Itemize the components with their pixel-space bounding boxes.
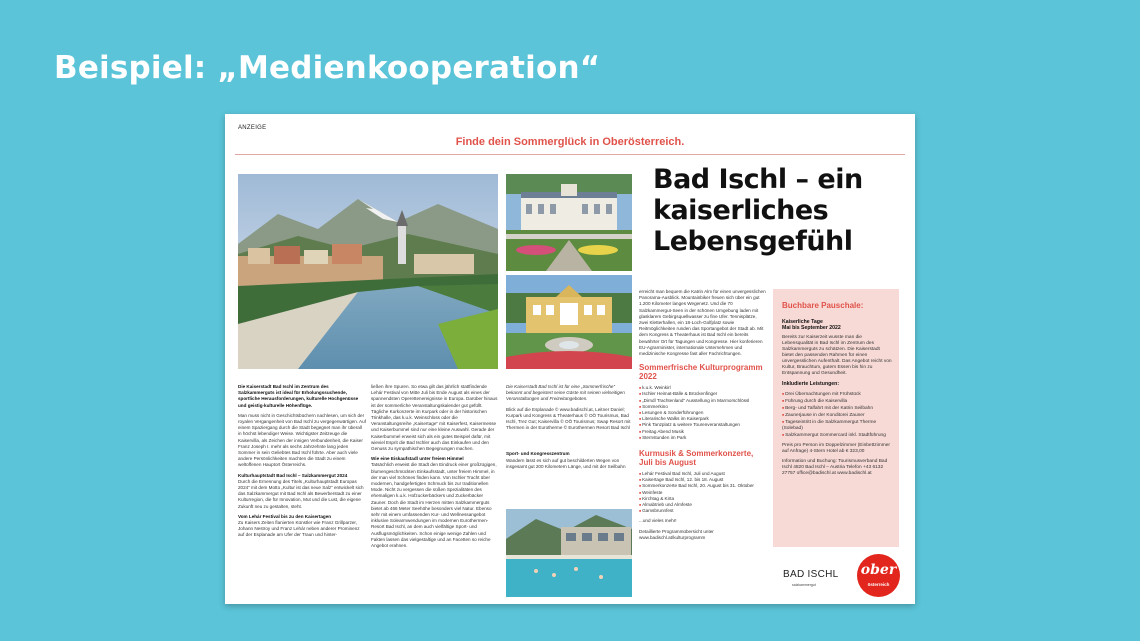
list-item: ■ Sternstunden im Park: [639, 435, 767, 441]
list-item: ■ Lehár Festival Bad Ischl, Juli und August: [639, 471, 767, 477]
list-item: ■ Gamsbrunnfest: [639, 508, 767, 514]
body-text-sport: Wandern lässt es sich auf gut beschilderten Wegen von insgesamt gut 200 Kilometern Länge, und mit der Seilbahn: [506, 457, 626, 469]
included-heading: Inkludierte Leistungen:: [782, 381, 840, 387]
ober-logo-sub: österreich: [867, 582, 890, 587]
list-item: ■ k.u.k. Weinkirl: [639, 385, 767, 391]
culture-heading: Sommerfrische Kulturprogramm 2022: [639, 363, 763, 382]
list-item: ■ Zaunerjause in der Konditorei Zauner: [782, 412, 892, 419]
list-item: ■ Lesungen & Sonderführungen: [639, 410, 767, 416]
body-text-2: Durch die Ernennung des Titels „Kulturhauptstadt Europas 2024“ mit dem Motto „Kultur ist das neue Salz“ entwickelt sich das Salzkammergut mit Bad Ischl als Bewerberstadt zu einer Kulturregion, die für Innovation, Mut und die Lust, die eigene Zukunft neu zu gestalten, steht.: [238, 478, 364, 509]
bad-ischl-logo: BAD ISCHL: [783, 569, 839, 580]
list-item: ■ Tageseintritt in die Salzkammergut Therme (Solebad): [782, 419, 892, 432]
package-contact: Information und Buchung: Tourismusverband Bad Ischl 4820 Bad Ischl – Austria Telefon +43 6132 27757 office@badischl.at www.badischl.at: [782, 459, 888, 476]
photo-kaiservilla: [506, 275, 632, 369]
body-text-3: Zu Kaisers Zeiten flanierten Künstler wie Franz Grillparzer, Johann Nestroy und Franz Lehár neben anderer Prominenz auf der Esplanade am Ufer der Traun und hinter-: [238, 520, 360, 538]
subhead-lehar: Vom Lehár Festival bis zu den Kaisertagen: [238, 513, 332, 519]
text-column-2: [371, 384, 499, 599]
culture-list: [639, 385, 767, 441]
ober-logo-text: ober: [860, 562, 897, 578]
package-box: [773, 289, 899, 547]
intro-text: Die Kaiserstadt Bad Ischl im Zentrum des Salzkammerguts ist ideal für Erholungssuchende, sportliche Herausforderungen, kulturelle Hochgenüsse und geistig-kulturelle Höhenflüge.: [238, 384, 359, 408]
list-item: ■ Salzkammergut Sommercard inkl. Stadtführung: [782, 432, 892, 439]
list-item: ■ Literarische Walks im Kaiserpark: [639, 416, 767, 422]
list-item: ■ Drei Übernachtungen mit Frühstück: [782, 391, 892, 398]
package-heading: Buchbare Pauschale:: [782, 301, 864, 310]
photo-river-town: [238, 174, 498, 369]
more-link: Detaillierte Programmübersicht unter www.badischl.at/kulturprogramm: [639, 528, 714, 540]
list-item: ■ Berg- und Talfahrt mit der Katrin Seilbahn: [782, 405, 892, 412]
list-item: ■ Führung durch die Kaiservilla: [782, 398, 892, 405]
list-item: ■ Freitag Abend Musik: [639, 429, 767, 435]
body-text-6: erreicht man bequem die Katrin Alm für einen unvergesslichen Panorama-Ausblick. Mountainbiker freuen sich über ein gut 1.200 Kilometer langes Wegenetz. Und die 70 Salzkammergut-Seen in der schönen Umgebung laden mit glasklarem Gebirgsquellwasser zu fine Ufer. Tennisplätze, zwei Kletterhallen, ein 18-Loch-Golfplatz sowie Reitmöglichkeiten runden das Sportangebot der Stadt ab. Mit dem Kongress & Theaterhaus ist Bad Ischl ein bereits bewährter Ort für Tagungen und Kongresse. Hier konferieren EU-Agrarminister, internationale Unternehmen und medizinische Kongresse fast aller Fachrichtungen.: [639, 289, 766, 357]
text-column-4: [639, 289, 767, 599]
package-price: Preis pro Person im Doppelzimmer (Einbettzimmer auf Anfrage) 4-Stern Hotel ab € 323,00: [782, 443, 890, 454]
slide-title: Beispiel: „Medienkooperation“: [54, 50, 601, 86]
package-title: Kaiserliche Tage Mai bis September 2022: [782, 319, 841, 331]
list-item: ■ Sommerkonzerte Bad Ischl, 20. August bis 31. Oktober: [639, 483, 767, 489]
list-item: ■ Kirchtag & Kirta: [639, 496, 767, 502]
subhead-einkauf: Wie eine Eiskaufstadl unter freiem Himmel: [371, 456, 464, 462]
newspaper-page: [225, 114, 915, 604]
body-text-4: ließen ihre Spuren. So etwa gilt das jährlich stattfindende Lehár Festival von Mitte Juli bis Ende August als eines der spannendsten Operettenereignisse in Europa. Darüber hinaus ist der sommerliche Veranstaltungskalender gut gefüllt. Tägliche Kurkonzerte im Kurpark oder in der historischen Trinkhalle, das k.u.k. Weinschloss oder die Veranstaltungsreihe „Kaisertage“ mit Kaiserfest, Kaisermesse und Kaiserbummel sind nur eine kleine Auswahl. Gerade der Kaiserbummel erweist sich als ein gutes Beispiel dafür, mit wieviel Esprit die Bad Ischler auch das Einkaufen und den Genuss zu sympathischen Begegnungen machen.: [371, 384, 498, 452]
list-item: ■ Pink Tanzplatz & weitere Tourenveranstaltungen: [639, 422, 767, 428]
body-text-1: Man muss nicht in Geschichtsbüchern nachlesen, um sich der royalen Vergangenheit von Bad Ischl zu vergegenwärtigen. Auf einem Spaziergang durch die Stadt begegnet man ihr überall in höchst lebendiger Weise. Wichtigster Zeitzeuge die Kaiservilla, als Zeichen der innigen Verbundenheit, die Kaiser Franz Joseph I. mehr als sechs Jahrzehnte lang jeden Sommer in sein Geliebtes Bad Ischl führte. Aber auch viele andere Persönlichkeiten machten die Stadt zu einem weltoffenen Hauptort Österreichs.: [238, 412, 366, 468]
photo-credits: Blick auf die Esplanade © www.badischl.at, Leitner Daniel; Kurpark und Kongress & Theaterhaus © OÖ Tourismus, Bad Ischl, Trez Gut; Kaiservilla © OÖ Tourismus; Swap Resort mit Thermen in der Eurotherme © Eurothermen Resort Bad Ischl: [506, 406, 631, 431]
included-list: [782, 391, 892, 439]
package-description: Bereits zur Kaiserzeit wusste man die Lebensqualität in Bad Ischl im Zentrum des Salzkammerguts zu schätzen. Die Kaiserstadt bietet den passenden Rahmen für einen unvergesslichen Aufenthalt. Das Angebot reicht von Kultur, Brauchtum, gutem Essen bis hin zu Entspannung und Gesundheit.: [782, 335, 892, 376]
advert-label: ANZEIGE: [238, 125, 267, 131]
headline: Bad Ischl – ein kaiserliches Lebensgefühl: [653, 164, 863, 257]
photo-therme: [506, 509, 632, 597]
list-item: ■ Sommerkino: [639, 404, 767, 410]
list-item: ■ „Dirndl Trachtenland“ Ausstellung im Marmorschlössl: [639, 398, 767, 404]
oberoesterreich-logo: [857, 554, 900, 597]
subhead-sport: Sport- und Kongresszentrum: [506, 451, 570, 457]
bad-ischl-logo-sub: salzkammergut: [792, 583, 816, 587]
text-column-1: [238, 384, 366, 599]
list-item: ■ Weinfeste: [639, 490, 767, 496]
subhead-kulturhauptstadt: Kulturhauptstadt Bad Ischl – Salzkammergut 2024: [238, 472, 348, 478]
banner-title: Finde dein Sommerglück in Oberösterreich.: [455, 136, 685, 148]
list-item: ■ Ischler Heimat-Bälle & Brückenfinger: [639, 391, 767, 397]
kur-heading: Kurmusik & Sommerkonzerte, Juli bis August: [639, 449, 754, 468]
body-text-5: Tatsächlich erweist die Stadt den Eindruck einer großzügigen, blumengeschmückten Einkaufsstadt, unter freiem Himmel, in der man viel Schönes finden kann. Von Ischler Tracht über modernen, handgefertigten Schmuck bis zur traditionellen Mode. Nicht zu vergessen die süßen Spezialitäten des ehemaligen k.u.k. Hofzuckerbäckers und Zuckerbäcker Zauner. Doch die Stadt im Herzen mitten Salzkammerguts bietet ab 466 Meter Seehöhe besonders viel Natur. Ebenso sehr mit einem umfassenden Kur- und Wellnessangebot inklusive Solearmwendungen im modernen Eurothermen-Resort Bad Ischl, an dem auch vielfältige Sport- und Ausflugsmöglichkeiten. Schon einige wenige Zahlen und Fakten lassen das vielgestaltige und an Facetten so reiche Angebot erahnen.: [371, 462, 497, 549]
list-item: ■ Almabtrieb und Almfeste: [639, 502, 767, 508]
list-item: ■ Kaisertage Bad Ischl, 12. bis 18. August: [639, 477, 767, 483]
divider: [235, 154, 905, 155]
text-column-3: [506, 384, 632, 504]
photo-caption: Die Kaiserstadt Bad Ischl ist für eine „Sommerfrische“ bekannt und begeistert seine Gäste mit seinen vielseitigen Veranstaltungen und Freizeitangeboten.: [506, 384, 625, 402]
kur-list: [639, 471, 767, 514]
more-text: ...und vieles mehr!: [639, 518, 677, 524]
photo-kurpark: [506, 174, 632, 271]
